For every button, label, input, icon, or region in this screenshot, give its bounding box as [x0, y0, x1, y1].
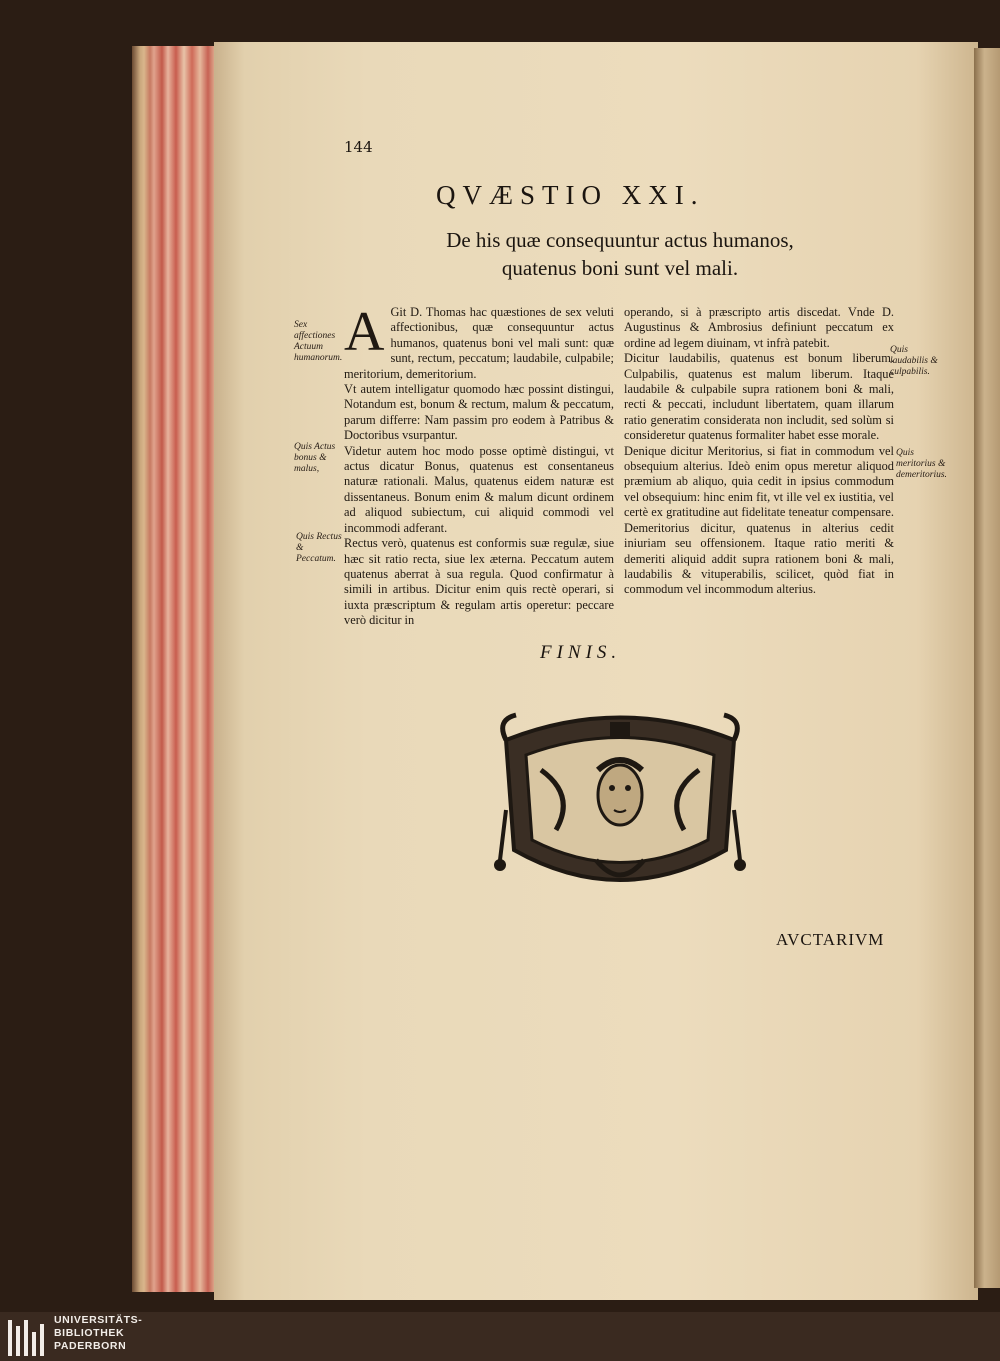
paragraph: Vt autem intelligatur quomodo hæc possint distingui, Notandum est, bonum & rectum, malum & peccatum, parum differre: Nam passim pro eodem à Patribus & Doctoribus vsurpantur.: [344, 382, 614, 443]
subtitle-line-1: De his quæ consequuntur actus humanos,: [446, 228, 794, 252]
library-name-line: BIBLIOTHEK: [54, 1327, 125, 1339]
library-name-line: UNIVERSITÄTS-: [54, 1314, 143, 1326]
library-name-line: PADERBORN: [54, 1340, 127, 1352]
paragraph: Dicitur laudabilis, quatenus est bonum liberum. Culpabilis, quatenus est malum liberum. Itaque laudabile & culpabile supra rationem boni & mali, recti & peccati, includunt libertatem, quam illarum ratio generatim considerata non includit, sed solùm si consideretur quatenus formaliter habet esse morale.: [624, 351, 894, 443]
margin-note: Quis Actus bonus & malus,: [294, 442, 336, 474]
margin-note: Sex affectiones Actuum humanorum.: [294, 320, 343, 363]
margin-note: Quis meritorius & demeritorius.: [896, 448, 947, 480]
margin-note: Quis laudabilis & culpabilis.: [890, 345, 938, 377]
margin-note: Quis Rectus & Peccatum.: [296, 532, 342, 564]
finis-text: FINIS.: [540, 642, 622, 663]
right-text-column: [624, 305, 894, 598]
catchword: AVCTARIVM: [776, 930, 885, 949]
facing-page-edge: [974, 48, 1000, 1288]
paragraph: Denique dicitur Meritorius, si fiat in commodum vel obsequium alterius. Ideò enim opus meretur aliquod præmium ab aliquo, quia cedit in ipsius commodum vel obsequium: hinc enim fit, vt ille vel ex iustitia, vel certè ex gratitudine aut fidelitate teneatur compensare. Demeritorius dicitur, quatenus in alterius cedit iniuriam seu offensionem. Itaque ratio meriti & demeriti aliquid addit supra rationem boni & mali, laudabilis & vituperabilis, scilicet, quòd fiat in commodum vel incommodum alterius.: [624, 443, 894, 597]
paragraph: Git D. Thomas hac quæstiones de sex veluti affectionibus, quæ consequuntur actus humanos, quatenus boni vel mali sunt: quæ sunt, rectum, peccatum; laudabile, culpabile; meritorium, demeritorium.: [344, 305, 614, 381]
page-number: 144: [344, 138, 373, 156]
paragraph: Rectus verò, quatenus est conformis suæ regulæ, siue hæc sit ratio recta, siue lex æterna. Peccatum autem quatenus aberrat à sua regula. Quod confirmatur à simili in artibus. Dicitur enim quis rectè operari, si iuxta præscriptum & regulam artis operetur: peccare verò dicitur in: [344, 536, 614, 628]
library-logo-icon: [8, 1318, 46, 1358]
question-heading: QVÆSTIO XXI.: [436, 180, 705, 210]
woodcut-ornament: [486, 700, 754, 898]
paragraph: Videtur autem hoc modo posse optimè distingui, vt actus dicatur Bonus, quatenus est consentaneus naturæ rationali. Malus, quatenus eidem naturæ est dissentaneus. Bonum enim & malum dicunt ordinem ad aliquod subiectum, cui aliquid commodi vel incommodi adferant.: [344, 443, 614, 535]
drop-capital: A: [344, 301, 385, 363]
paragraph: operando, si à præscripto artis discedat. Vnde D. Augustinus & Ambrosius definiunt peccatum ex ordine ad legem diuinam, vt infrà patebit.: [624, 305, 894, 350]
library-footer: [0, 1312, 1000, 1361]
left-text-column: [344, 301, 614, 629]
subtitle-line-2: quatenus boni sunt vel mali.: [501, 256, 739, 280]
